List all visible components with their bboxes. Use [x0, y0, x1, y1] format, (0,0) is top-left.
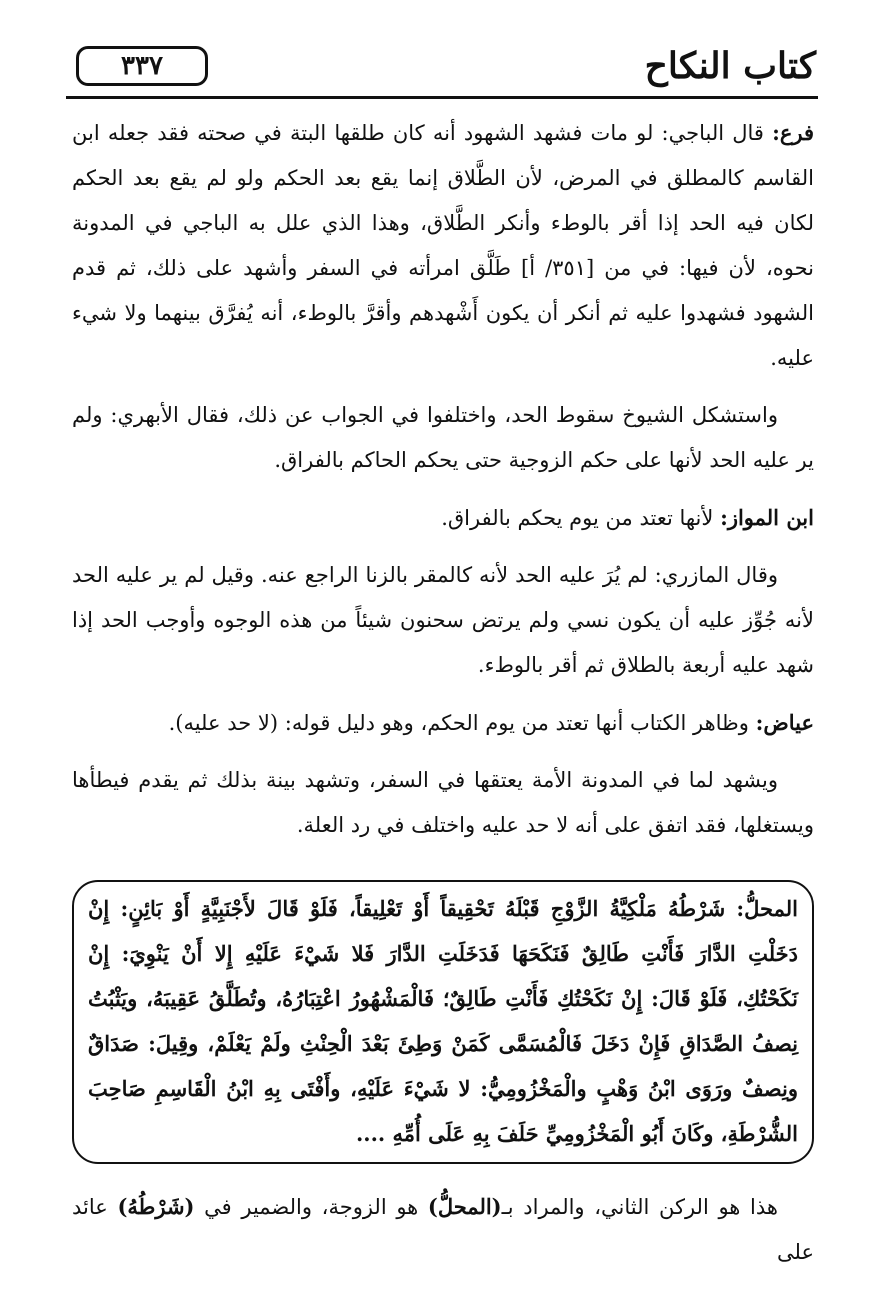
footer-text-before: هذا هو الركن الثاني، والمراد بـ — [501, 1195, 778, 1219]
paragraph-mazari — [72, 553, 814, 688]
page-number: ٣٣٧ — [121, 51, 163, 81]
paragraph-text: وقال المازري: لم يُرَ عليه الحد لأنه كالمقر بالزنا الراجع عنه. وقيل لم ير عليه الحد لأنه جُوِّز عليه أن يكون نسي ولم يرتض سحنون شيئاً من هذه الوجوه وأوجب الحد إذا شهد عليه أربعة بالطلاق ثم أقر بالوطء. — [72, 563, 814, 677]
footer-term-mahall: (المحلُّ) — [427, 1194, 502, 1219]
book-title: كتاب النكاح — [644, 45, 816, 87]
paragraph-lead: فرع: — [772, 120, 814, 145]
paragraph-iyad — [72, 700, 814, 746]
matn-text: شَرْطُهُ مَلْكِيَّةُ الزَّوْجِ قَبْلَهُ تَحْقِيقاً أَوْ تَعْلِيقاً، فَلَوْ قَالَ لأَجْنَبِيَّةٍ أَوْ بَائِنٍ: إِنْ دَخَلْتِ الدَّارَ فَأَنْتِ طَالِقٌ فَنَكَحَهَا فَدَخَلَتِ الدَّارَ فَلا شَيْءَ عَلَيْهِ إِلا أَنْ يَنْوِيَ: إِنْ نَكَحْتُكِ، فَلَوْ قَالَ: إِنْ نَكَحْتُكِ فَأَنْتِ طَالِقٌ؛ فَالْمَشْهُورُ اعْتِبَارُهُ، وتُطَلَّقُ عَقِيبَهُ، ويَثْبُتُ نِصفُ الصَّدَاقِ فَإِنْ دَخَلَ فَالْمُسَمَّى كَمَنْ وَطِئَ بَعْدَ الْحِنْثِ ولَمْ يَعْلَمْ، وقِيلَ: صَدَاقٌ ونِصفٌ ورَوَى ابْنُ وَهْبٍ والْمَخْزُومِيُّ: لا شَيْءَ عَلَيْهِ، وأَفْتَى بِهِ ابْنُ الْقَاسِمِ صَاحِبَ الشُّرْطَةِ، وكَانَ أَبُو الْمَخْزُومِيِّ حَلَفَ بِهِ عَلَى أُمِّهِ .... — [88, 896, 798, 1146]
paragraph-amah — [72, 758, 814, 848]
paragraph-lead: عياض: — [755, 710, 814, 735]
page-header — [66, 40, 816, 96]
matn-lead: المحلُّ: — [736, 896, 798, 921]
header-divider — [66, 96, 818, 99]
matn-text-box — [72, 880, 814, 1164]
paragraph-lead: ابن المواز: — [720, 505, 814, 530]
paragraph-text: واستشكل الشيوخ سقوط الحد، واختلفوا في الجواب عن ذلك، فقال الأبهري: ولم ير عليه الحد لأنها على حكم الزوجية حتى يحكم الحاكم بالفراق. — [72, 403, 814, 472]
paragraph-text: قال الباجي: لو مات فشهد الشهود أنه كان طلقها البتة في صحته فقد جعله ابن القاسم كالمطلق في المرض، لأن الطَّلاق إنما يقع بعد الحكم ولو لم يقع بعد الحكم لكان فيه الحد إذا أقر بالوطء وأنكر الطَّلاق، وهذا الذي علل به الباجي في المدونة نحوه، لأن فيها: في من [٣٥١/ أ] طَلَّق امرأته في السفر وأشهد على ذلك، ثم قدم الشهود فشهدوا عليه ثم أنكر أن يكون أَشْهدهم وأقرَّ بالوطء، أنه يُفرَّق بينهما ولا شيء عليه. — [72, 121, 814, 370]
footer-text-after: عائد على — [72, 1195, 814, 1264]
paragraph-text: ويشهد لما في المدونة الأمة يعتقها في السفر، وتشهد بينة بذلك ثم يقدم فيطأها ويستغلها، فقد اتفق على أنه لا حد عليه واختلف في رد العلة. — [72, 768, 814, 837]
footer-term-shartuhu: (شَرْطُهُ) — [117, 1194, 195, 1219]
paragraph-far — [72, 110, 814, 381]
footer-paragraph — [72, 1184, 814, 1275]
footer-text-middle: هو الزوجة، والضمير في — [194, 1195, 428, 1219]
paragraph-text: وظاهر الكتاب أنها تعتد من يوم الحكم، وهو دليل قوله: (لا حد عليه). — [168, 711, 756, 735]
page-number-box — [76, 46, 208, 86]
paragraph-abhari — [72, 393, 814, 483]
paragraph-text: لأنها تعتد من يوم يحكم بالفراق. — [441, 506, 721, 530]
commentary-body — [72, 110, 814, 860]
paragraph-ibn-mawaz — [72, 495, 814, 541]
